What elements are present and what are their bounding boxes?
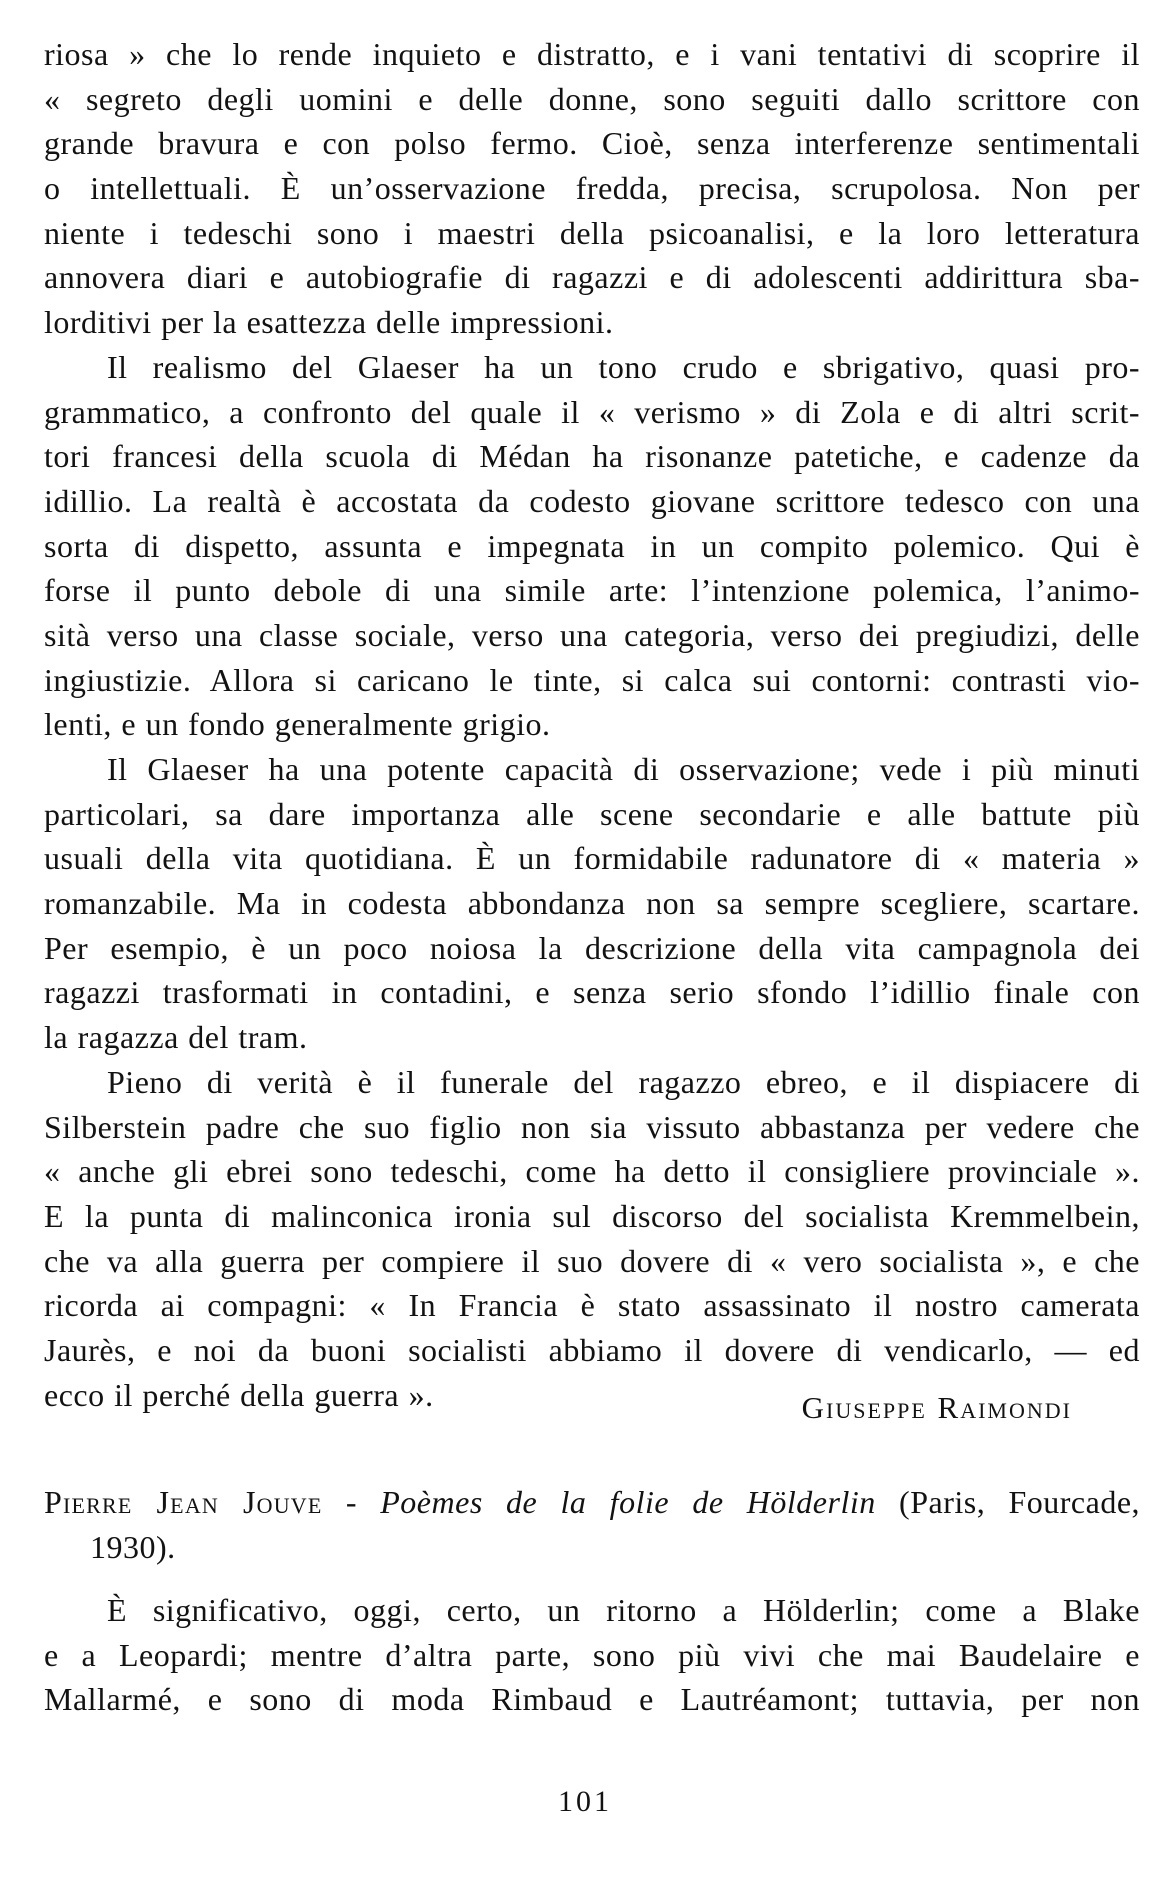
text-line: sorta di dispetto, assunta e impegnata in un compito polemico. Qui è bbox=[44, 527, 1140, 564]
text-line: particolari, sa dare importanza alle scene secondarie e alle battute più bbox=[44, 795, 1140, 832]
book-title: Poèmes de la folie de Hölderlin bbox=[380, 1484, 876, 1520]
text-line: ingiustizie. Allora si caricano le tinte, si calca sui contorni: contrasti vio- bbox=[44, 661, 1140, 698]
text-line: « anche gli ebrei sono tedeschi, come ha detto il consigliere provinciale ». bbox=[44, 1153, 1140, 1190]
text-line: forse il punto debole di una simile arte: l’intenzione polemica, l’animo- bbox=[44, 572, 1140, 609]
text-line: Per esempio, è un poco noiosa la descrizione della vita campagnola dei bbox=[44, 929, 1140, 966]
reviewed-author: Pierre Jean Jouve bbox=[44, 1484, 323, 1520]
text-line: È significativo, oggi, certo, un ritorno a Hölderlin; come a Blake bbox=[107, 1592, 1140, 1628]
text-line: e a Leopardi; mentre d’altra parte, sono più vivi che mai Baudelaire e bbox=[44, 1636, 1140, 1673]
text-line: romanzabile. Ma in codesta abbondanza non sa sempre scegliere, scartare. bbox=[44, 885, 1140, 922]
text-line: la ragazza del tram. bbox=[44, 1019, 308, 1056]
review-jouve bbox=[44, 1588, 1140, 1722]
text-line: riosa » che lo rende inquieto e distratto, e i vani tentativi di scoprire il bbox=[44, 36, 1140, 72]
text-line: Il realismo del Glaeser ha un tono crudo e sbrigativo, quasi pro- bbox=[107, 348, 1140, 385]
text-line: o intellettuali. È un’osservazione fredda, precisa, scrupolosa. Non per bbox=[44, 170, 1140, 207]
text-line: ecco il perché della guerra ». bbox=[44, 1376, 434, 1413]
text-line: annovera diari e autobiografie di ragazzi e di adolescenti addirittura sba- bbox=[44, 259, 1140, 296]
text-line: idillio. La realtà è accostata da codesto giovane scrittore tedesco con una bbox=[44, 482, 1140, 519]
text-line: « segreto degli uomini e delle donne, sono seguiti dallo scrittore con bbox=[44, 80, 1140, 117]
text-line: ragazzi trasformati in contadini, e senza serio sfondo l’idillio finale con bbox=[44, 974, 1140, 1011]
heading-separator: - bbox=[345, 1484, 357, 1520]
text-line: Pieno di verità è il funerale del ragazzo ebreo, e il dispiacere di bbox=[107, 1063, 1140, 1100]
text-line: lenti, e un fondo generalmente grigio. bbox=[44, 706, 551, 743]
text-line: che va alla guerra per compiere il suo dovere di « vero socialista », e che bbox=[44, 1242, 1140, 1279]
paragraph bbox=[44, 1060, 1140, 1418]
review-heading bbox=[44, 1480, 1140, 1569]
text-line: E la punta di malinconica ironia sul discorso del socialista Kremmelbein, bbox=[44, 1197, 1140, 1234]
text-line: Jaurès, e noi da buoni socialisti abbiamo il dovere di vendicarlo, — ed bbox=[44, 1331, 1140, 1368]
paragraph bbox=[44, 1588, 1140, 1722]
text-line: niente i tedeschi sono i maestri della psicoanalisi, e la loro letteratura bbox=[44, 214, 1140, 251]
text-line: Il Glaeser ha una potente capacità di osservazione; vede i più minuti bbox=[107, 751, 1140, 787]
review-glaeser bbox=[44, 32, 1140, 1417]
author-signature: Giuseppe Raimondi bbox=[801, 1390, 1072, 1425]
text-line: lorditivi per la esattezza delle impressioni. bbox=[44, 304, 614, 341]
publication-year: 1930). bbox=[90, 1528, 176, 1565]
text-line: ricorda ai compagni: « In Francia è stato assassinato il nostro camerata bbox=[44, 1287, 1140, 1324]
paragraph bbox=[44, 345, 1140, 747]
paragraph bbox=[44, 32, 1140, 345]
text-line: Silberstein padre che suo figlio non sia vissuto abbastanza per vedere che bbox=[44, 1108, 1140, 1145]
text-line: usuali della vita quotidiana. È un formidabile radunatore di « materia » bbox=[44, 840, 1140, 877]
text-line: tori francesi della scuola di Médan ha risonanze patetiche, e cadenze da bbox=[44, 438, 1140, 475]
text-line: Mallarmé, e sono di moda Rimbaud e Lautréamont; tuttavia, per non bbox=[44, 1681, 1140, 1718]
heading-line bbox=[44, 1480, 1140, 1525]
paragraph bbox=[44, 747, 1140, 1060]
text-line: grande bravura e con polso fermo. Cioè, senza interferenze sentimentali bbox=[44, 125, 1140, 162]
page-number: 101 bbox=[558, 1785, 612, 1818]
text-line: grammatico, a confronto del quale il « verismo » di Zola e di altri scrit- bbox=[44, 393, 1140, 430]
publication-info: (Paris, Fourcade, bbox=[899, 1484, 1140, 1520]
text-line: sità verso una classe sociale, verso una categoria, verso dei pregiudizi, delle bbox=[44, 616, 1140, 653]
